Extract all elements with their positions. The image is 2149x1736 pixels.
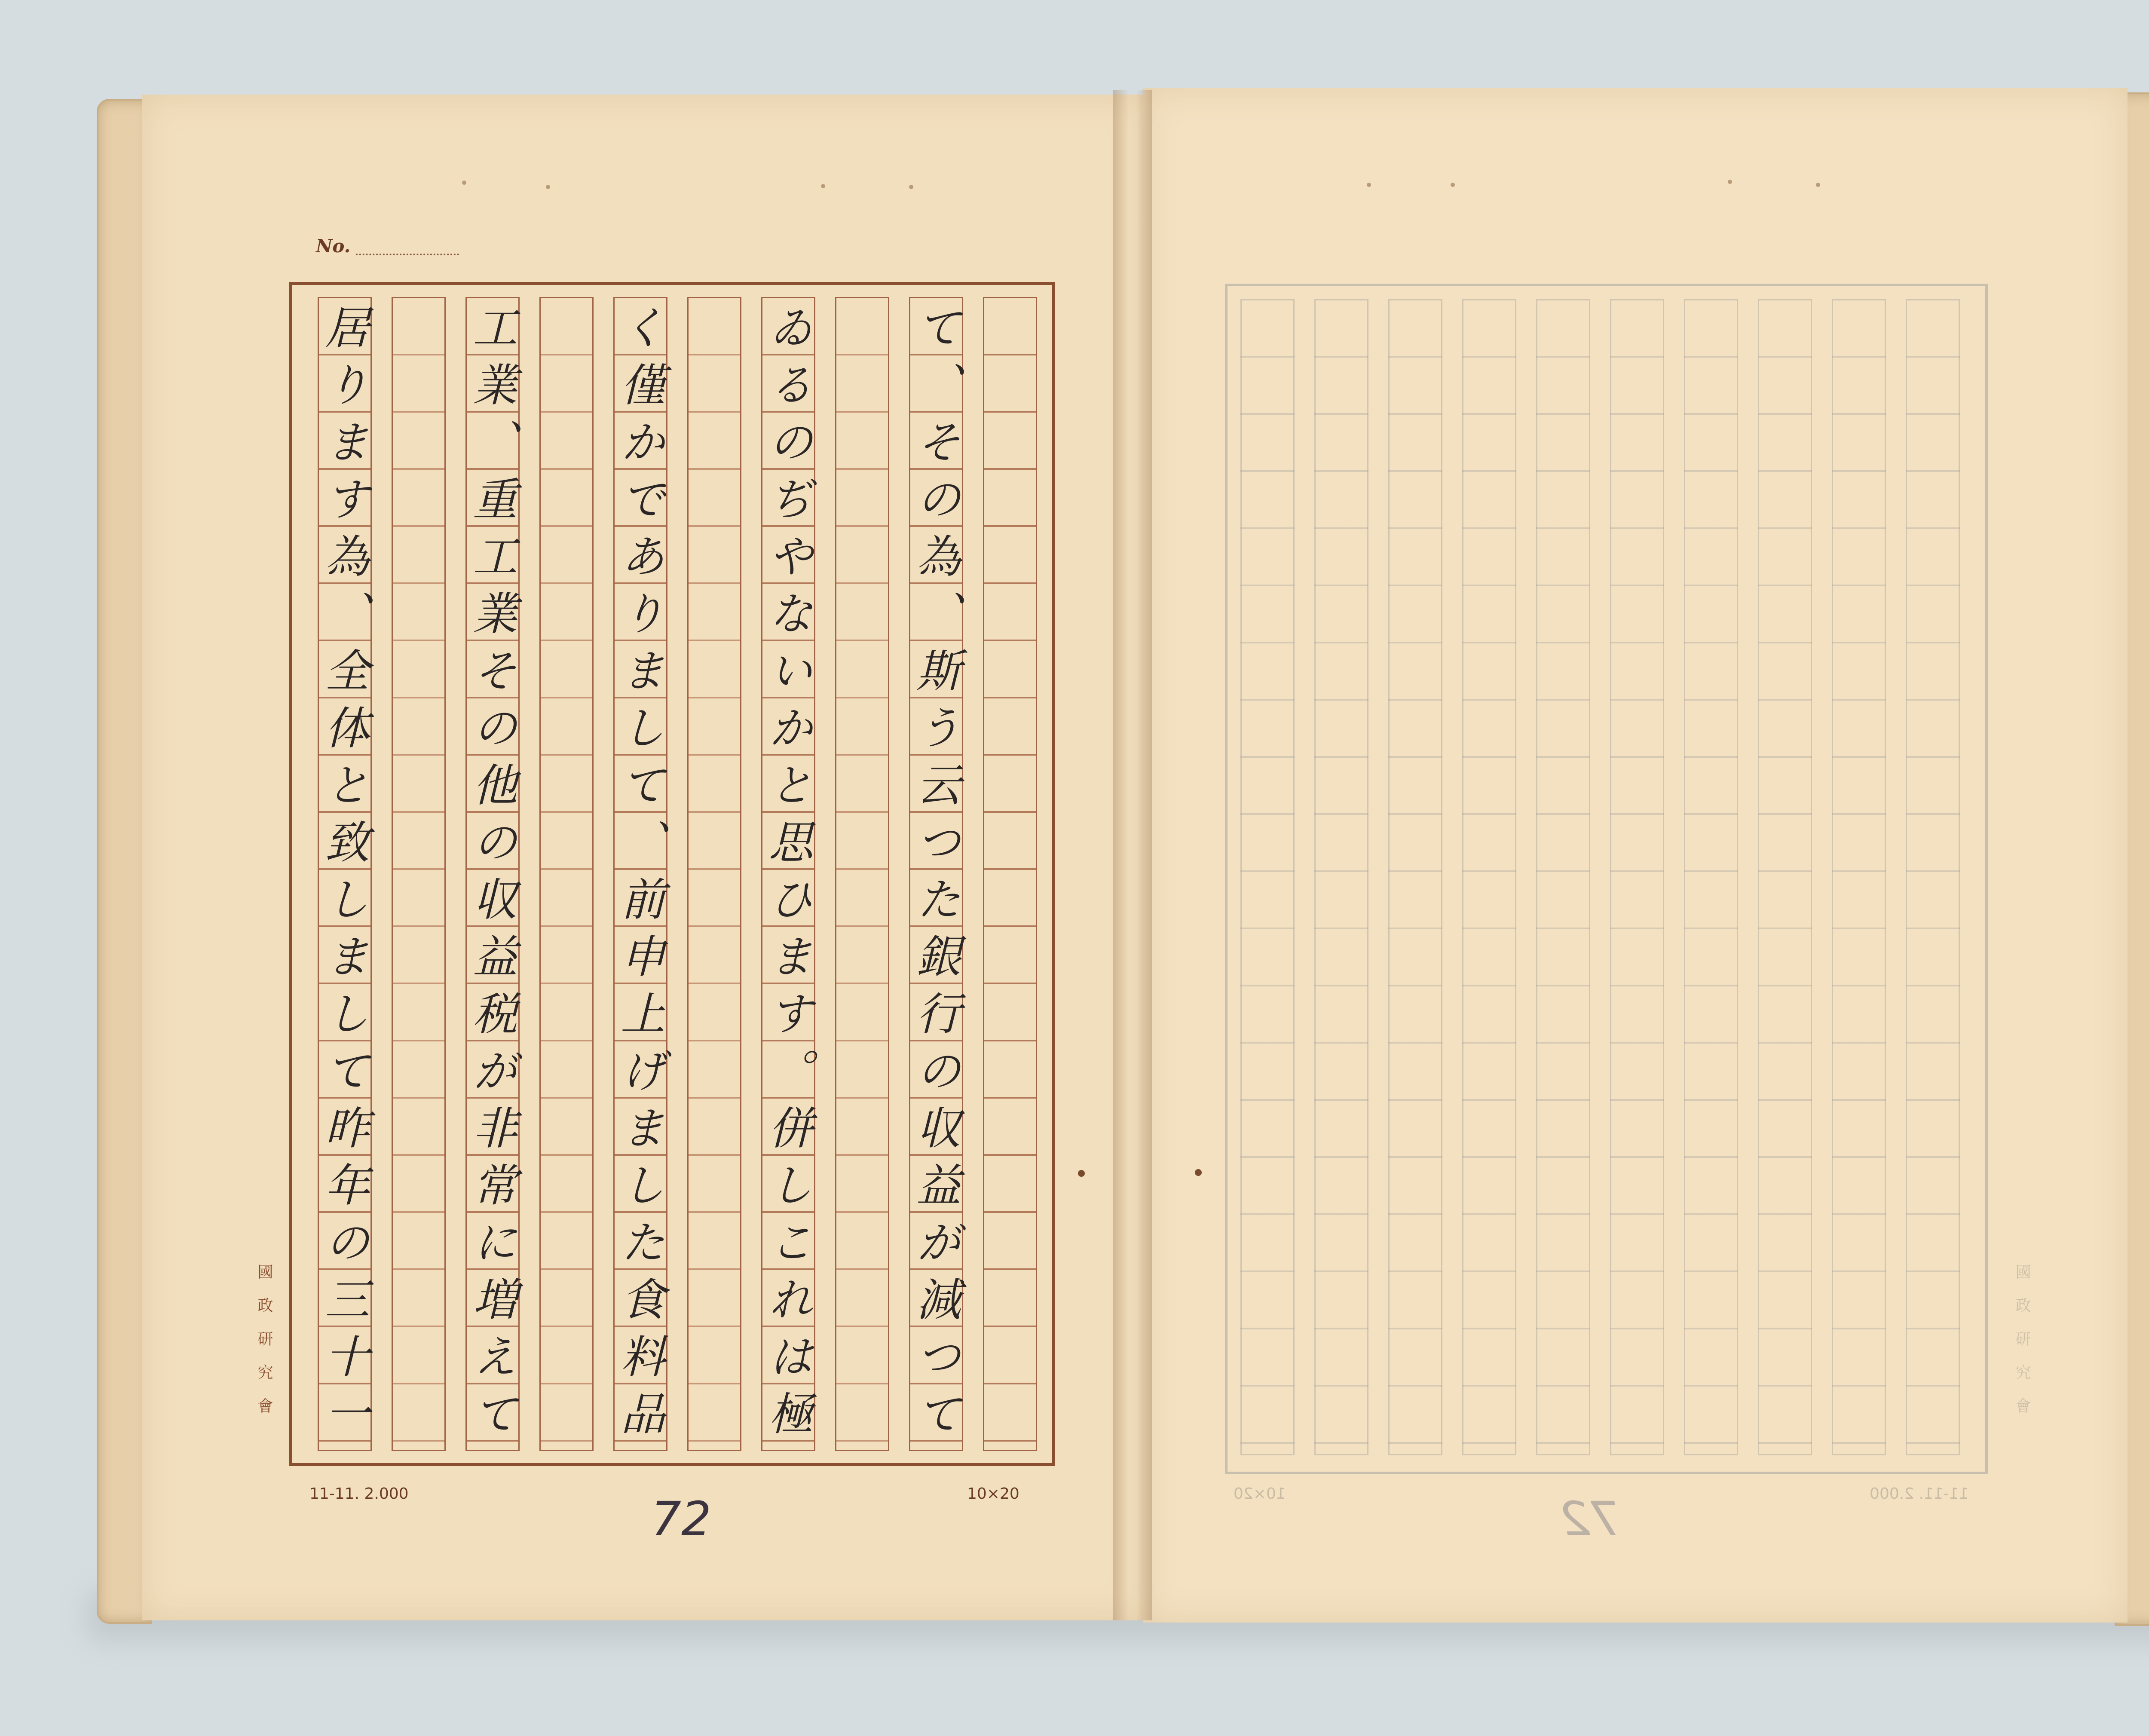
grid-column-1 [909, 297, 963, 1451]
grid-column-empty [983, 297, 1037, 1451]
binding-hole [1816, 183, 1820, 187]
ghost-organization-name: 國政研究會 [2013, 1264, 2031, 1431]
ghost-column [1906, 299, 1960, 1455]
bleed-through-grid [1225, 284, 1988, 1474]
grid-column-gap [539, 297, 594, 1451]
grid-column-gap [835, 297, 889, 1451]
ghost-column [1610, 299, 1664, 1455]
organization-name: 國政研究會 [255, 1264, 273, 1431]
binding-hole [821, 184, 825, 188]
binding-hole [909, 185, 913, 189]
binding-hole [462, 181, 466, 185]
ghost-column [1314, 299, 1368, 1455]
manuscript-line-1: て、その為、斯う云つた銀行の収益が減つて [909, 304, 961, 1448]
page-number: 72 [651, 1491, 711, 1546]
ink-dot [1078, 1170, 1085, 1177]
ghost-column [1832, 299, 1886, 1455]
binding-hole [1451, 183, 1455, 187]
manuscript-line-5: 居ります為、全体と致しまして昨年の三十一 [317, 304, 370, 1448]
number-label: No. [316, 236, 351, 257]
ghost-print-code: 11-11. 2.000 [1870, 1485, 1969, 1503]
grid-column-gap [392, 297, 446, 1451]
grid-column-3 [761, 297, 815, 1451]
manuscript-line-4: 工業、重工業その他の収益税が非常に増えて [465, 304, 517, 1448]
ghost-grid-size: 10×20 [1234, 1485, 1286, 1503]
grid-column-7 [465, 297, 520, 1451]
binding-hole [546, 185, 550, 189]
binding-hole [1728, 180, 1732, 184]
print-code: 11-11. 2.000 [309, 1485, 409, 1503]
ghost-page-number: 72 [1560, 1491, 1620, 1546]
book-gutter [1113, 90, 1152, 1620]
ghost-column [1462, 299, 1516, 1455]
number-blank [356, 254, 459, 255]
manuscript-line-2: ゐるのぢやないかと思ひます。併しこれは極 [761, 304, 813, 1448]
ghost-column [1536, 299, 1590, 1455]
binding-hole [1367, 183, 1371, 187]
ghost-column [1758, 299, 1812, 1455]
manuscript-grid [289, 282, 1055, 1466]
ink-dot [1195, 1169, 1202, 1176]
grid-column-5 [613, 297, 667, 1451]
grid-column-9 [318, 297, 372, 1451]
grid-column-gap [687, 297, 741, 1451]
ghost-column [1240, 299, 1295, 1455]
ghost-column [1388, 299, 1442, 1455]
ghost-column [1684, 299, 1738, 1455]
grid-size: 10×20 [967, 1485, 1019, 1503]
manuscript-line-3: く僅かでありまして、前申上げました食料品 [613, 304, 665, 1448]
